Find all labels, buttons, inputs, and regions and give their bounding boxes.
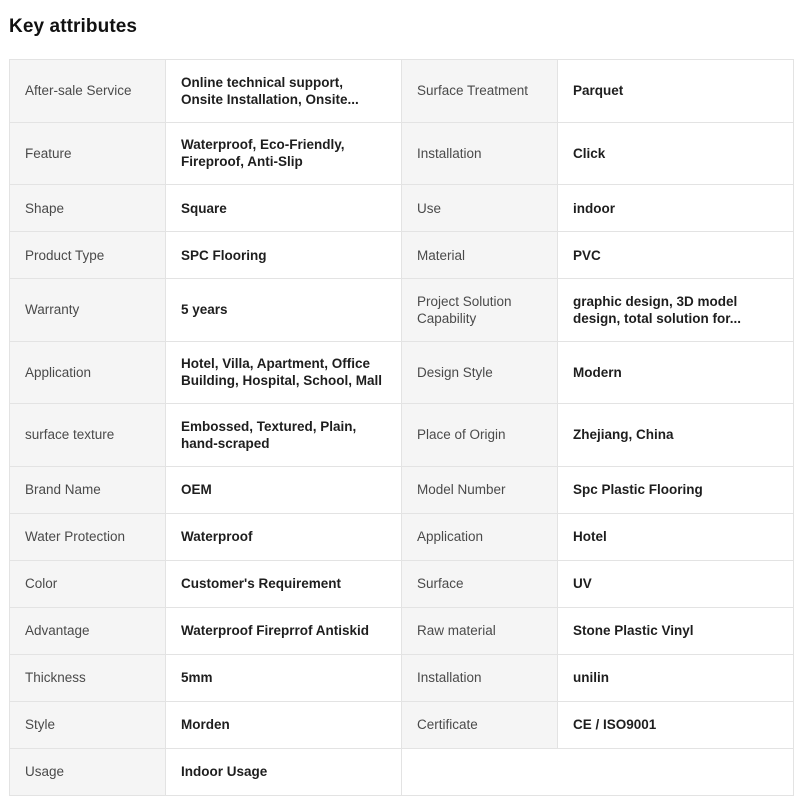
attribute-label: Shape (10, 185, 166, 232)
table-row (10, 122, 794, 185)
attribute-value: Morden (166, 701, 402, 748)
attribute-value: Waterproof Fireprrof Antiskid (166, 607, 402, 654)
table-row (10, 701, 794, 748)
table-row (10, 607, 794, 654)
attribute-value: Hotel (558, 513, 794, 560)
attribute-value-text: Hotel, Villa, Apartment, Office Building, Hospital, School, Mall (181, 356, 383, 389)
attribute-value: OEM (166, 466, 402, 513)
attribute-value: Indoor Usage (166, 748, 402, 795)
table-row (10, 513, 794, 560)
attribute-value: 5 years (166, 279, 402, 342)
attribute-label: Surface (402, 560, 558, 607)
attribute-label: Place of Origin (402, 404, 558, 467)
attribute-label: Application (402, 513, 558, 560)
table-row (10, 232, 794, 279)
table-row (10, 279, 794, 342)
attribute-value: Zhejiang, China (558, 404, 794, 467)
attribute-value (558, 279, 794, 342)
attribute-label: Water Protection (10, 513, 166, 560)
table-row (10, 560, 794, 607)
attribute-label: After-sale Service (10, 60, 166, 123)
attribute-label: Brand Name (10, 466, 166, 513)
attribute-value-text: graphic design, 3D model design, total solution for... (573, 293, 741, 326)
attribute-value (166, 60, 402, 123)
table-row (10, 60, 794, 123)
section-title: Key attributes (9, 16, 138, 37)
attribute-value: UV (558, 560, 794, 607)
attribute-value: SPC Flooring (166, 232, 402, 279)
attribute-label: Thickness (10, 654, 166, 701)
attribute-value: Customer's Requirement (166, 560, 402, 607)
attribute-label (402, 279, 558, 342)
attribute-value (166, 404, 402, 467)
attribute-label: Model Number (402, 466, 558, 513)
attribute-label: Usage (10, 748, 166, 795)
table-row (10, 654, 794, 701)
attribute-label: Use (402, 185, 558, 232)
attribute-label: Certificate (402, 701, 558, 748)
attribute-label: surface texture (10, 404, 166, 467)
table-row (10, 748, 794, 795)
table-row (10, 185, 794, 232)
attribute-value-text: Online technical support, Onsite Installation, Onsite... (181, 74, 359, 107)
attribute-label: Feature (10, 122, 166, 185)
attribute-value: Modern (558, 341, 794, 404)
attribute-value: Parquet (558, 60, 794, 123)
attribute-label: Design Style (402, 341, 558, 404)
attributes-table (9, 59, 794, 796)
attribute-value: 5mm (166, 654, 402, 701)
attribute-value: unilin (558, 654, 794, 701)
attribute-value: Spc Plastic Flooring (558, 466, 794, 513)
attribute-label: Advantage (10, 607, 166, 654)
attribute-label: Installation (402, 122, 558, 185)
attribute-label-text: Project Solution Capability (417, 293, 512, 326)
attribute-value: Stone Plastic Vinyl (558, 607, 794, 654)
attribute-value (166, 122, 402, 185)
table-row (10, 466, 794, 513)
attribute-label: Raw material (402, 607, 558, 654)
attribute-label: Product Type (10, 232, 166, 279)
attribute-value-text: Embossed, Textured, Plain, hand-scraped (181, 418, 357, 451)
attribute-value: Click (558, 122, 794, 185)
attribute-label: Surface Treatment (402, 60, 558, 123)
attribute-value: CE / ISO9001 (558, 701, 794, 748)
attribute-value: Waterproof (166, 513, 402, 560)
attribute-label: Material (402, 232, 558, 279)
attribute-value (166, 341, 402, 404)
attribute-value: PVC (558, 232, 794, 279)
table-row (10, 341, 794, 404)
attribute-label: Style (10, 701, 166, 748)
table-row (10, 404, 794, 467)
attribute-value: Square (166, 185, 402, 232)
attribute-label: Warranty (10, 279, 166, 342)
attribute-value-text: Waterproof, Eco-Friendly, Fireproof, Anti-Slip (181, 137, 345, 170)
attribute-label: Application (10, 341, 166, 404)
attribute-value: indoor (558, 185, 794, 232)
empty-cell (402, 748, 794, 795)
attribute-label: Color (10, 560, 166, 607)
attribute-label: Installation (402, 654, 558, 701)
